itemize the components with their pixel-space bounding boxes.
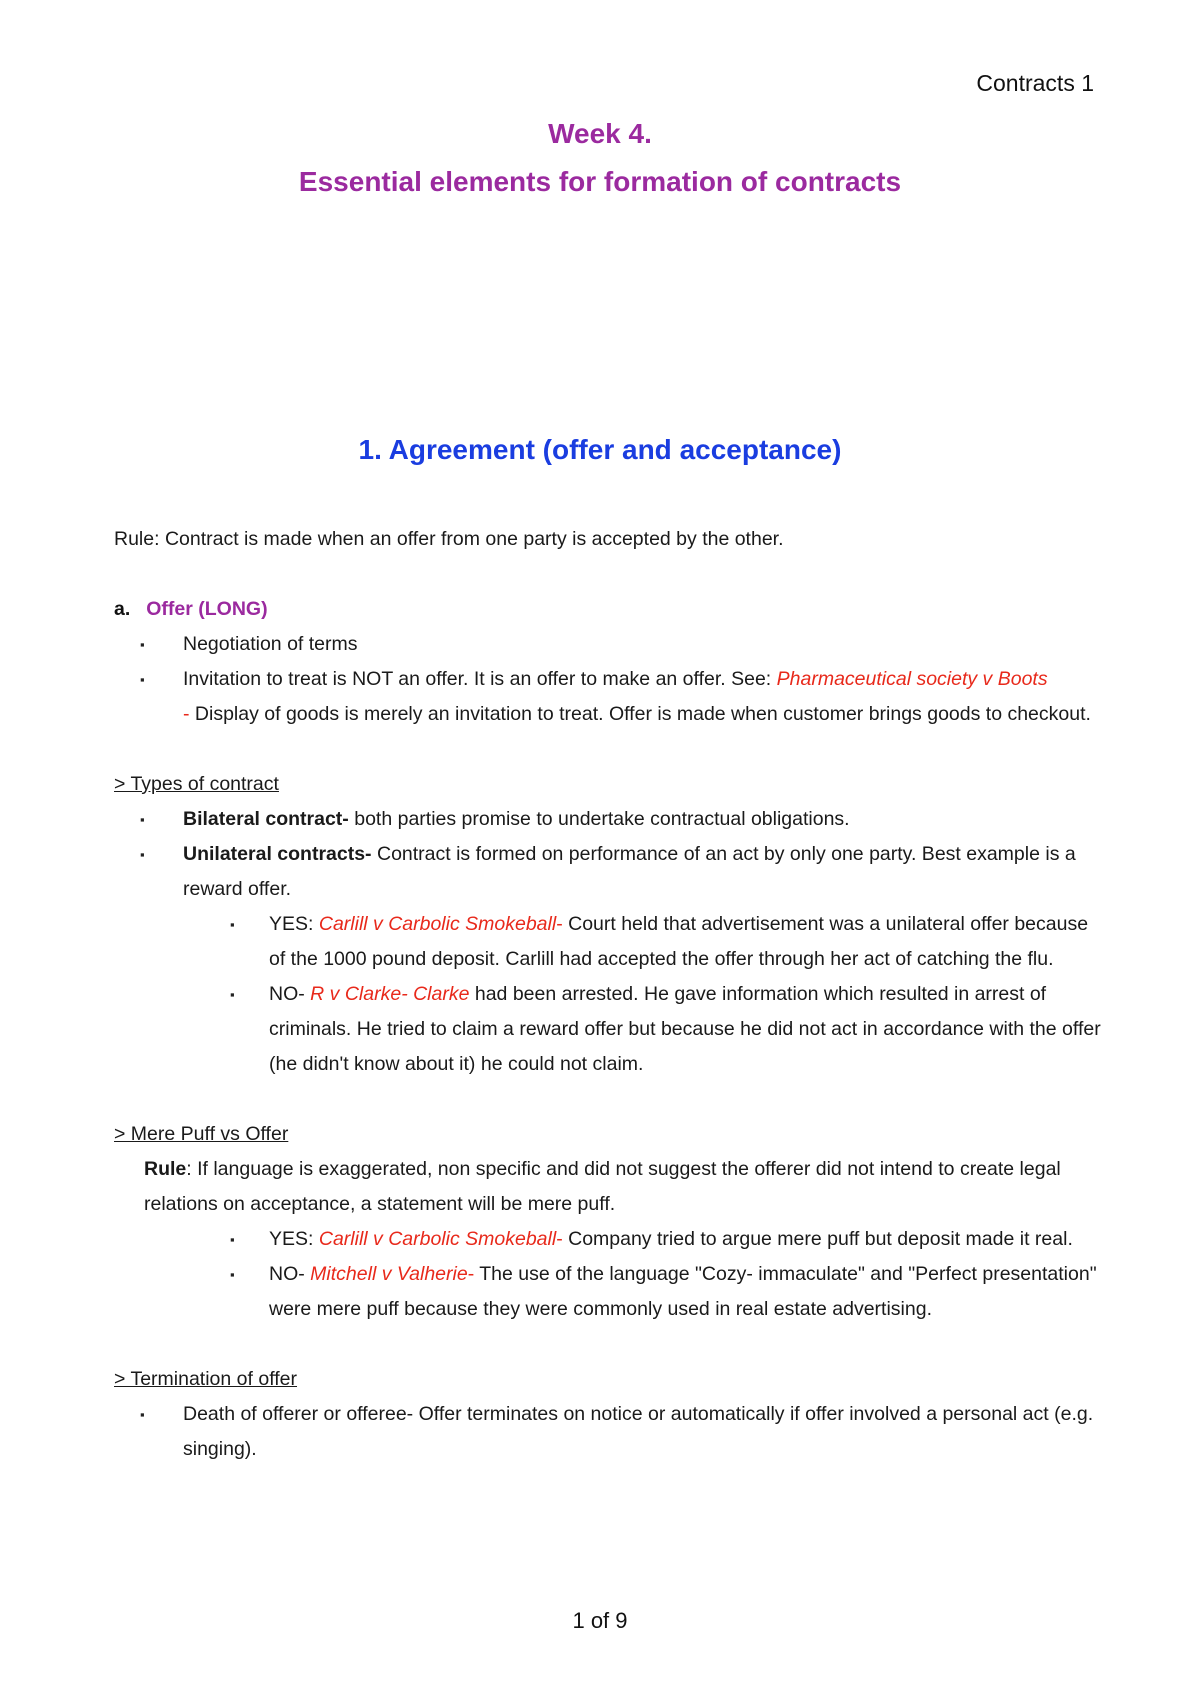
puff-rule: Rule: If language is exaggerated, non specific and did not suggest the offerer did not intend to create legal relations on acceptance, a statement will be mere puff. bbox=[144, 1158, 1061, 1215]
square-bullet-icon: ▪ bbox=[230, 987, 235, 1002]
termination-list bbox=[114, 1397, 1104, 1467]
case-name: R v Clarke- Clarke bbox=[310, 983, 470, 1005]
square-bullet-icon: ▪ bbox=[230, 1267, 235, 1282]
puff-list bbox=[114, 1222, 1104, 1327]
list-item: ▪ Negotiation of terms bbox=[114, 627, 1104, 662]
square-bullet-icon: ▪ bbox=[140, 847, 145, 862]
case-name: Pharmaceutical society v Boots bbox=[776, 668, 1048, 690]
page-number: 1 of 9 bbox=[572, 1608, 628, 1633]
puff-heading: > Mere Puff vs Offer bbox=[114, 1123, 289, 1145]
square-bullet-icon: ▪ bbox=[140, 637, 145, 652]
list-item: ▪ Invitation to treat is NOT an offer. It is an offer to make an offer. See: Pharmaceutical society v Boots - Display of goods is merely an invitation to treat. Offer is made when customer brings goods to checkout. bbox=[114, 662, 1104, 732]
termination-heading: > Termination of offer bbox=[114, 1368, 298, 1390]
list-item: ▪ NO- Mitchell v Valherie- The use of the language "Cozy- immaculate" and "Perfect presentation" were mere puff because they were commonly used in real estate advertising. bbox=[114, 1257, 1104, 1327]
types-list bbox=[114, 802, 1104, 1082]
case-name: Carlill v Carbolic Smokeball bbox=[318, 1228, 557, 1250]
case-name: Carlill v Carbolic Smokeball bbox=[318, 913, 557, 935]
running-header: Contracts 1 bbox=[976, 70, 1094, 96]
list-item: ▪ NO- R v Clarke- Clarke had been arrested. He gave information which resulted in arrest of criminals. He tried to claim a reward offer but because he did not act in accordance with the offer (he didn't know about it) he could not claim. bbox=[114, 977, 1104, 1082]
list-item: ▪ Bilateral contract- both parties promise to undertake contractual obligations. bbox=[114, 802, 1104, 837]
offer-label: Offer (LONG) bbox=[146, 598, 268, 620]
list-item: ▪ Death of offerer or offeree- Offer terminates on notice or automatically if offer involved a personal act (e.g. singing). bbox=[114, 1397, 1104, 1467]
square-bullet-icon: ▪ bbox=[230, 917, 235, 932]
document-title: Essential elements for formation of contracts bbox=[298, 166, 902, 197]
square-bullet-icon: ▪ bbox=[140, 1407, 145, 1422]
square-bullet-icon: ▪ bbox=[140, 672, 145, 687]
week-title: Week 4. bbox=[548, 118, 652, 149]
offer-list bbox=[114, 627, 1104, 732]
rule-intro: Rule: Contract is made when an offer from one party is accepted by the other. bbox=[114, 528, 784, 550]
types-heading: > Types of contract bbox=[114, 773, 279, 795]
offer-letter: a. bbox=[114, 598, 131, 620]
list-item: ▪ YES: Carlill v Carbolic Smokeball- Court held that advertisement was a unilateral offer because of the 1000 pound deposit. Carlill had accepted the offer through her act of catching the flu. bbox=[114, 907, 1104, 977]
body-content bbox=[114, 522, 1104, 1467]
square-bullet-icon: ▪ bbox=[140, 812, 145, 827]
case-name: Mitchell v Valherie bbox=[310, 1263, 468, 1285]
list-item: ▪ YES: Carlill v Carbolic Smokeball- Company tried to argue mere puff but deposit made it real. bbox=[114, 1222, 1104, 1257]
square-bullet-icon: ▪ bbox=[230, 1232, 235, 1247]
offer-heading bbox=[114, 592, 1104, 627]
list-item: ▪ Unilateral contracts- Contract is formed on performance of an act by only one party. Best example is a reward offer. bbox=[114, 837, 1104, 907]
section-heading: 1. Agreement (offer and acceptance) bbox=[358, 434, 842, 465]
